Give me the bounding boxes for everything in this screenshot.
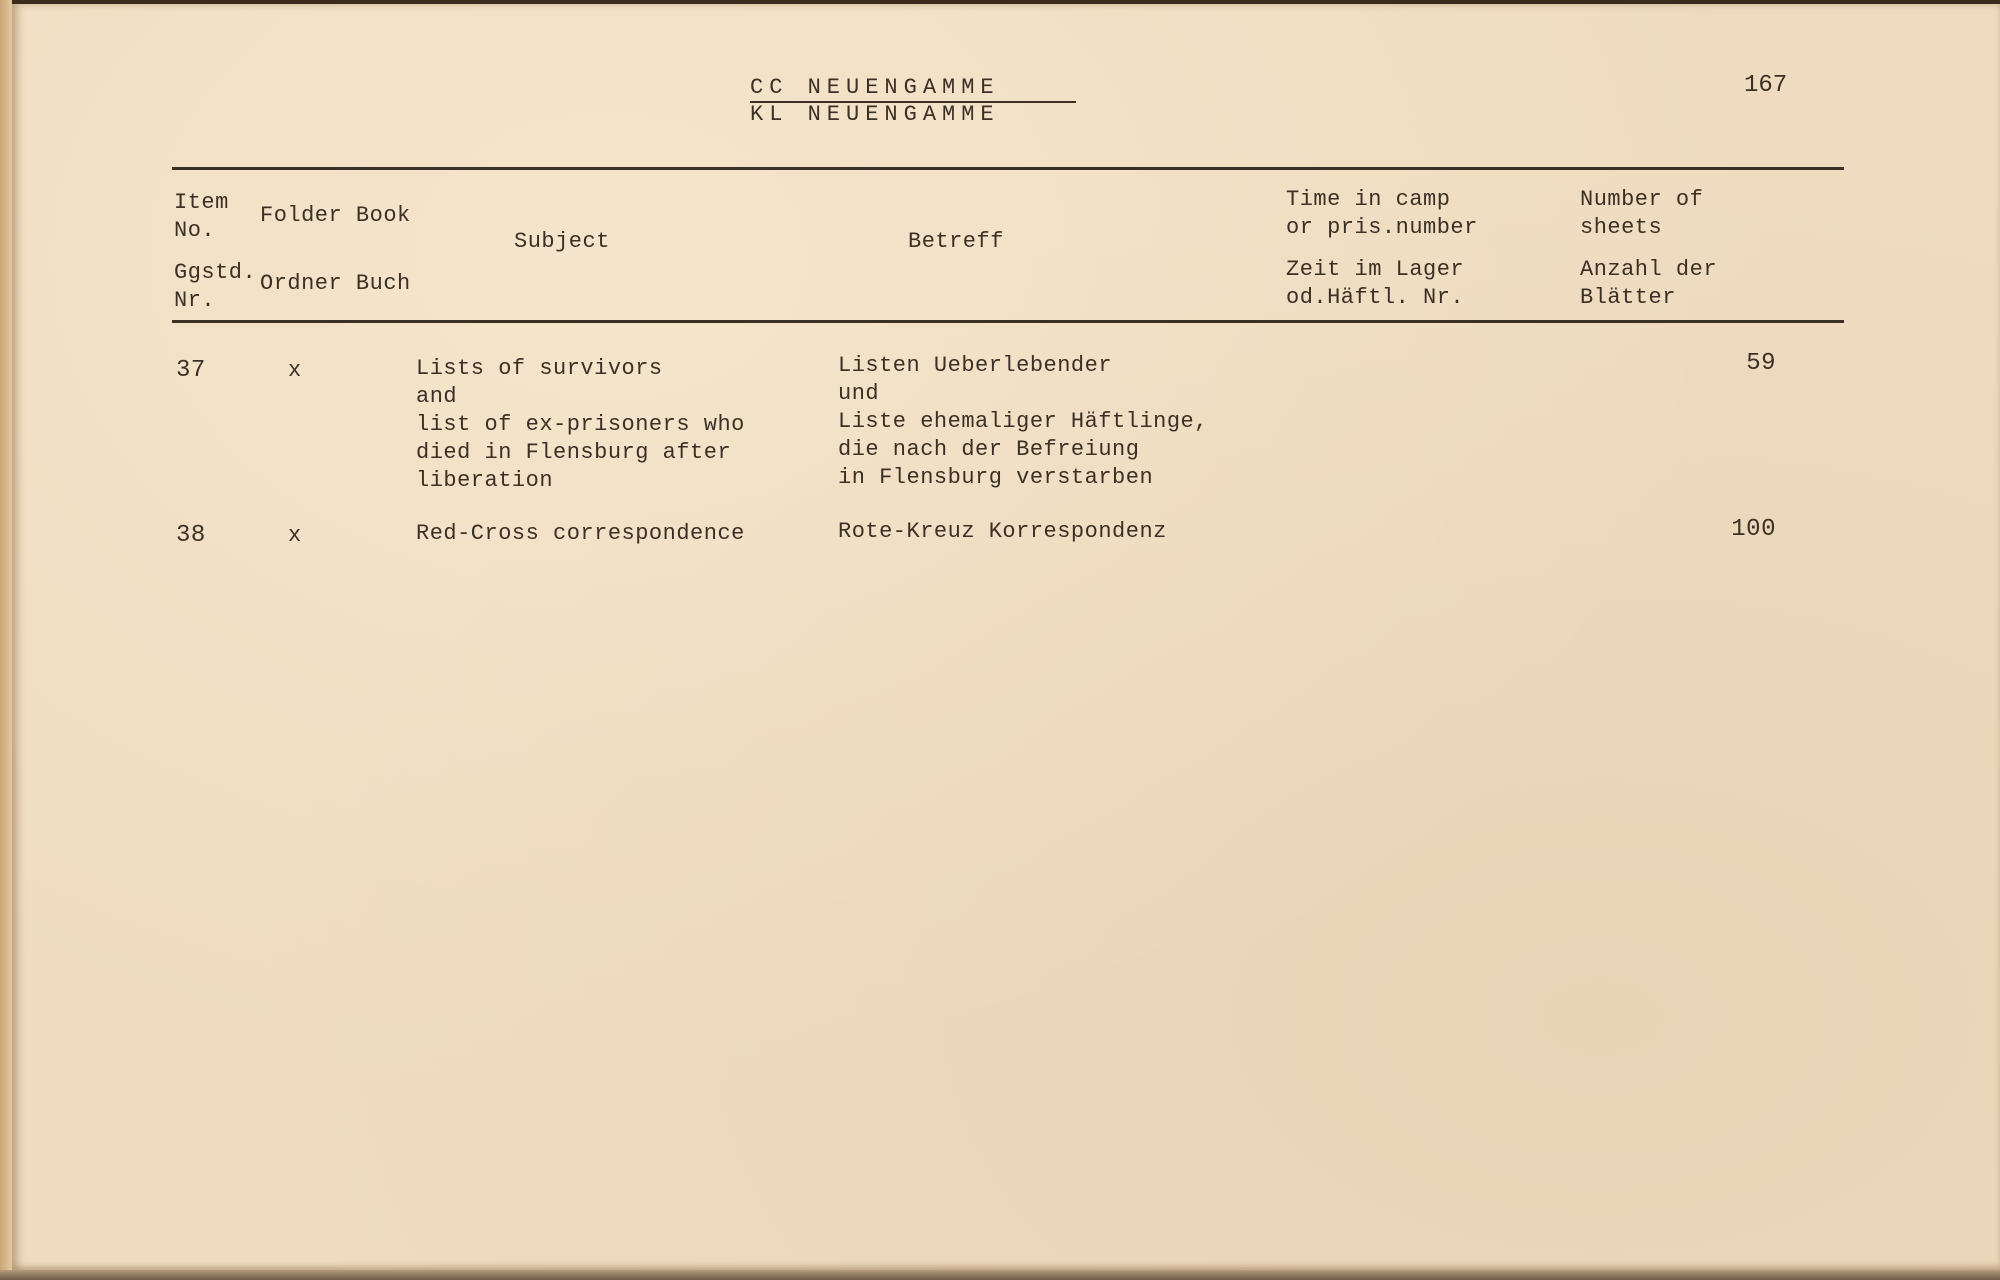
- header-item-no-en: Item No.: [174, 190, 229, 243]
- page-number: 167: [1744, 72, 1788, 99]
- table-header-top-rule: [172, 167, 1844, 170]
- row-37-subject: Lists of survivors and list of ex-prisoners who died in Flensburg after liberation: [416, 356, 745, 493]
- header-folder-book-en: Folder Book: [260, 203, 411, 228]
- row-37-sheets: 59: [1746, 350, 1776, 377]
- row-38-subject: Red-Cross correspondence: [416, 521, 745, 546]
- row-38-betreff: Rote-Kreuz Korrespondenz: [838, 519, 1167, 544]
- header-betreff: Betreff: [908, 229, 1004, 254]
- header-time-in-camp-de: Zeit im Lager od.Häftl. Nr.: [1286, 257, 1465, 310]
- row-37-folder-mark: x: [288, 358, 302, 383]
- header-number-of-sheets-en: Number of sheets: [1580, 187, 1704, 240]
- header-time-in-camp-en: Time in camp or pris.number: [1286, 187, 1478, 240]
- header-item-no-de: Ggstd. Nr.: [174, 260, 257, 313]
- row-38-folder-mark: x: [288, 523, 302, 548]
- table-header-bottom-rule: [172, 320, 1844, 323]
- row-37-betreff: Listen Ueberlebender und Liste ehemaliger Häftlinge, die nach der Befreiung in Flensburg verstarben: [838, 353, 1208, 490]
- title-english: CC NEUENGAMME: [750, 75, 1000, 100]
- row-38-item-number: 38: [176, 522, 206, 549]
- header-number-of-sheets-de: Anzahl der Blätter: [1580, 257, 1718, 310]
- row-38-sheets: 100: [1731, 516, 1776, 543]
- header-subject: Subject: [514, 229, 610, 254]
- binding-spine: [0, 0, 12, 1280]
- page-bottom-edge: [0, 1270, 2000, 1280]
- header-folder-book-de: Ordner Buch: [260, 271, 411, 296]
- row-37-item-number: 37: [176, 357, 206, 384]
- title-german: KL NEUENGAMME: [750, 102, 1000, 127]
